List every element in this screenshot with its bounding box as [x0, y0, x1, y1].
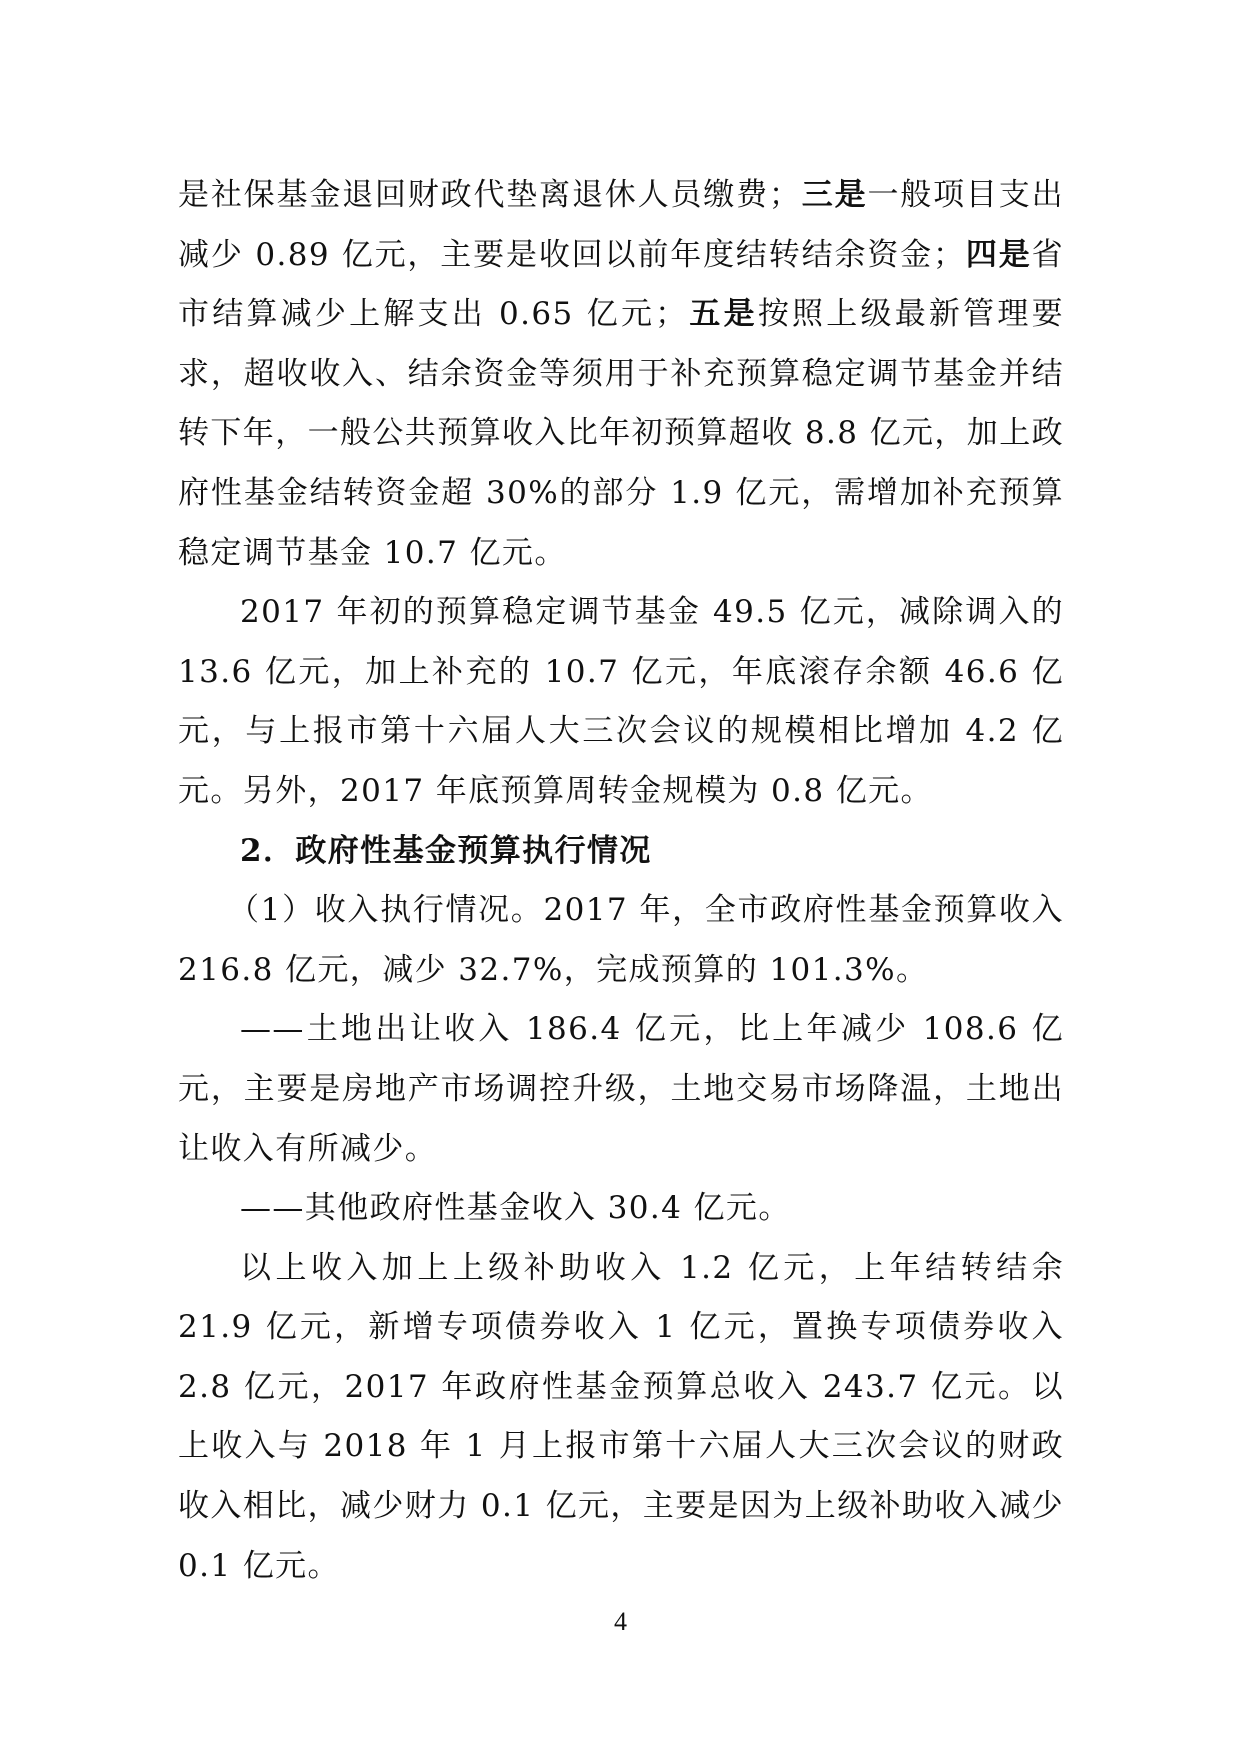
paragraph-text: 按照上级最新管理要求，超收收入、结余资金等须用于补充预算稳定调节基金并结转下年，一般公共预算收入比年初预算超收 8.8 亿元，加上政府性基金结转资金超 30%的部分 1.9 亿元，需增加补充预算稳定调节基金 10.7 亿元。 — [178, 296, 1065, 571]
paragraph-total-revenue: 以上收入加上上级补助收入 1.2 亿元，上年结转结余 21.9 亿元，新增专项债券收入 1 亿元，置换专项债券收入 2.8 亿元，2017 年政府性基金预算总收入 243.7 亿元。以上收入与 2018 年 1 月上报市第十六届人大三次会议的财政收入相比，减少财力 0.1 亿元，主要是因为上级补助收入减少 0.1 亿元。 — [178, 1249, 1065, 1584]
page-number: 4 — [614, 1607, 627, 1636]
paragraph-text: 一般项目支出减少 0.89 亿元，主要是收回以前年度结转结余资金； — [178, 177, 1064, 273]
paragraph-text: 是社保基金退回财政代垫离退休人员缴费； — [178, 177, 802, 213]
section-heading: 2．政府性基金预算执行情况 — [240, 832, 652, 869]
bold-keyword: 四是 — [965, 236, 1032, 273]
paragraph-text: 省市结算减少上解支出 0.65 亿元； — [178, 236, 1064, 333]
bold-keyword: 五是 — [687, 296, 758, 333]
paragraph-stabilization-fund: 2017 年初的预算稳定调节基金 49.5 亿元，减除调入的 13.6 亿元，加上补充的 10.7 亿元，年底滚存余额 46.6 亿元，与上报市第十六届人大三次会议的规模相比增加 4.2 亿元。另外，2017 年底预算周转金规模为 0.8 亿元。 — [178, 594, 1064, 809]
paragraph-revenue-execution: （1）收入执行情况。2017 年，全市政府性基金预算收入 216.8 亿元，减少 32.7%，完成预算的 101.3%。 — [178, 892, 1064, 988]
paragraph-other-fund-revenue: ——其他政府性基金收入 30.4 亿元。 — [240, 1190, 791, 1227]
document-body — [178, 166, 1064, 1596]
bold-keyword: 三是 — [801, 177, 868, 213]
paragraph-continuation — [178, 166, 1064, 583]
paragraph-land-revenue: ——土地出让收入 186.4 亿元，比上年减少 108.6 亿元，主要是房地产市场调控升级，土地交易市场降温，土地出让收入有所减少。 — [178, 1011, 1064, 1167]
